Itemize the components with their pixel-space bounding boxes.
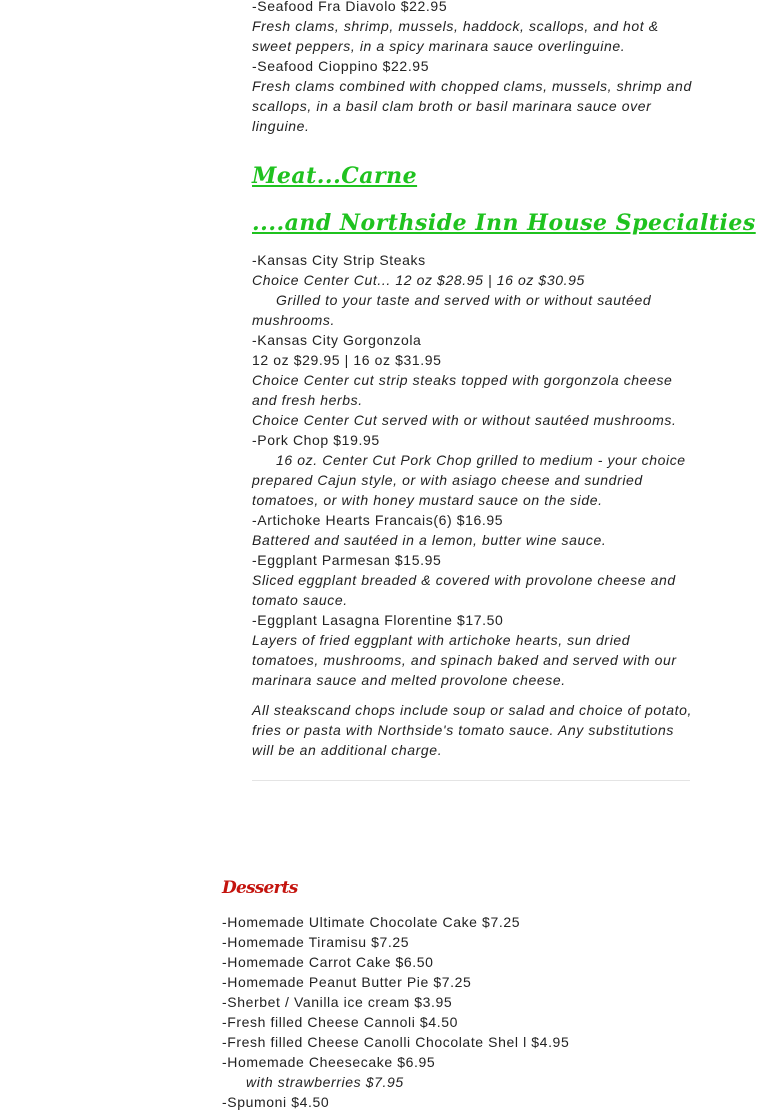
desserts-item-list [222,912,722,1112]
meat-item: -Eggplant Parmesan $15.95 [252,552,442,568]
dessert-item: -Spumoni $4.50 [222,1094,330,1110]
meat-item-description: Layers of fried eggplant with artichoke hearts, sun dried tomatoes, mushrooms, and spinach baked and served with our marinara sauce and melted provolone cheese. [252,632,677,688]
meat-item-list [252,250,692,690]
meat-item: -Artichoke Hearts Francais(6) $16.95 [252,512,504,528]
meat-item-description: 16 oz. Center Cut Pork Chop grilled to medium - your choice prepared Cajun style, or with asiago cheese and sundried tomatoes, or with honey mustard sauce on the side. [252,452,686,508]
meat-item: -Kansas City Gorgonzola [252,332,422,348]
seafood-item-description: Fresh clams, shrimp, mussels, haddock, scallops, and hot & sweet peppers, in a spicy marinara sauce overlinguine. [252,18,659,54]
meat-carne-heading: Meat...Carne [252,163,418,189]
desserts-heading: Desserts [222,878,298,898]
dessert-item: -Homemade Ultimate Chocolate Cake $7.25 [222,914,521,930]
dessert-item-description: with strawberries $7.95 [246,1074,404,1090]
meat-item-description: Choice Center cut strip steaks topped with gorgonzola cheese and fresh herbs. [252,372,673,408]
main-menu-section [252,0,756,781]
meat-item: -Eggplant Lasagna Florentine $17.50 [252,612,504,628]
meat-item: -Kansas City Strip Steaks [252,252,426,268]
meat-item-description: Battered and sautéed in a lemon, butter wine sauce. [252,532,607,548]
meat-item: -Pork Chop $19.95 [252,432,380,448]
desserts-section [222,874,722,1112]
house-specialties-heading: ....and Northside Inn House Specialties [252,210,756,236]
meat-item-description: Sliced eggplant breaded & covered with provolone cheese and tomato sauce. [252,572,676,608]
seafood-item: -Seafood Cioppino $22.95 [252,58,430,74]
meat-item-description: Grilled to your taste and served with or without sautéed mushrooms. [252,292,652,328]
meat-item: 12 oz $29.95 | 16 oz $31.95 [252,352,442,368]
seafood-item-description: Fresh clams combined with chopped clams, mussels, shrimp and scallops, in a basil clam broth or basil marinara sauce over linguine. [252,78,692,134]
dessert-item: -Homemade Cheesecake $6.95 [222,1054,436,1070]
seafood-item-list [252,0,692,136]
steak-chops-footnote: All steakscand chops include soup or salad and choice of potato, fries or pasta with Northside's tomato sauce. Any substitutions will be an additional charge. [252,702,692,758]
section-divider [252,780,690,781]
dessert-item: -Fresh filled Cheese Canolli Chocolate Shel l $4.95 [222,1034,570,1050]
meat-item-description: Choice Center Cut served with or without sautéed mushrooms. [252,412,677,428]
dessert-item: -Sherbet / Vanilla ice cream $3.95 [222,994,453,1010]
dessert-item: -Fresh filled Cheese Cannoli $4.50 [222,1014,458,1030]
dessert-item: -Homemade Carrot Cake $6.50 [222,954,434,970]
dessert-item: -Homemade Tiramisu $7.25 [222,934,410,950]
dessert-item: -Homemade Peanut Butter Pie $7.25 [222,974,472,990]
meat-item-description: Choice Center Cut... 12 oz $28.95 | 16 oz $30.95 [252,272,585,288]
seafood-item: -Seafood Fra Diavolo $22.95 [252,0,448,14]
